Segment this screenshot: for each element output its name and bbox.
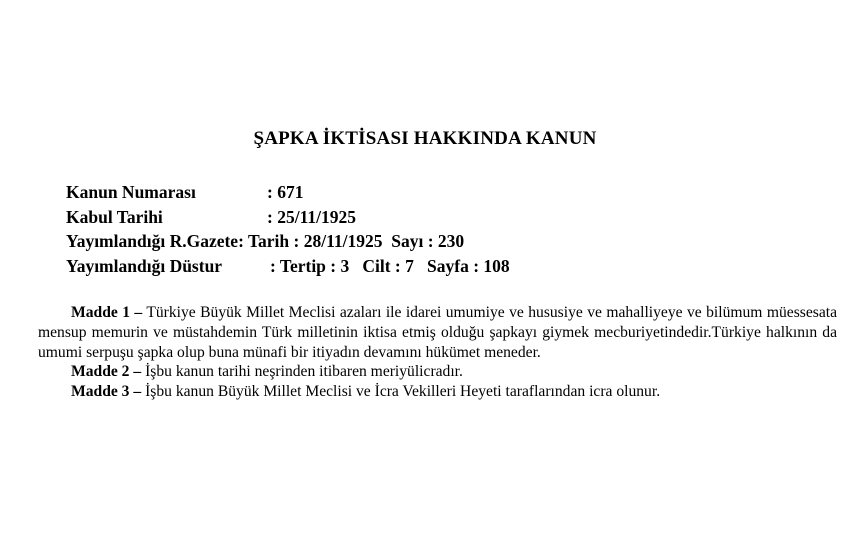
meta-label: Yayımlandığı Düstur [66, 255, 223, 276]
meta-label: Kabul Tarihi [66, 206, 163, 227]
meta-row-kabul-tarihi [66, 205, 510, 230]
article-2 [38, 362, 837, 382]
meta-row-dustur [66, 254, 510, 279]
article-heading: Madde 2 – [71, 363, 142, 381]
meta-row-resmi-gazete [66, 229, 510, 254]
meta-row-kanun-numarasi [66, 180, 510, 205]
document-title: ŞAPKA İKTİSASI HAKKINDA KANUN [253, 128, 597, 149]
meta-value: : Tertip : 3 Cilt : 7 Sayfa : 108 [270, 255, 510, 276]
article-text: Türkiye Büyük Millet Meclisi azaları ile idarei umumiye ve hususiye ve mahalliyeye ve bilümum müessesata mensup memurin ve müstahdemin Türk milletinin iktisa etmiş olduğu şapkayı giymek mecburiyetindedir.Türkiye halkının da umumi serpuşu şapka olup buna münafi bir itiyadın devamını hükümet meneder. [38, 304, 837, 361]
article-text: İşbu kanun tarihi neşrinden itibaren meriyülicradır. [141, 363, 463, 381]
law-body [38, 303, 837, 402]
meta-value: : 25/11/1925 [267, 206, 356, 227]
meta-label: Yayımlandığı R.Gazete [66, 231, 239, 251]
article-3 [38, 382, 837, 402]
meta-value: : 671 [267, 182, 304, 202]
meta-label: Kanun Numarası [66, 182, 196, 202]
article-heading: Madde 1 – [71, 304, 143, 321]
article-1 [38, 303, 837, 362]
article-heading: Madde 3 – [71, 383, 142, 401]
meta-value: : Tarih : 28/11/1925 Sayı : 230 [238, 231, 465, 251]
article-text: İşbu kanun Büyük Millet Meclisi ve İcra Vekilleri Heyeti taraflarından icra olunur. [141, 383, 661, 401]
law-metadata [66, 180, 510, 278]
